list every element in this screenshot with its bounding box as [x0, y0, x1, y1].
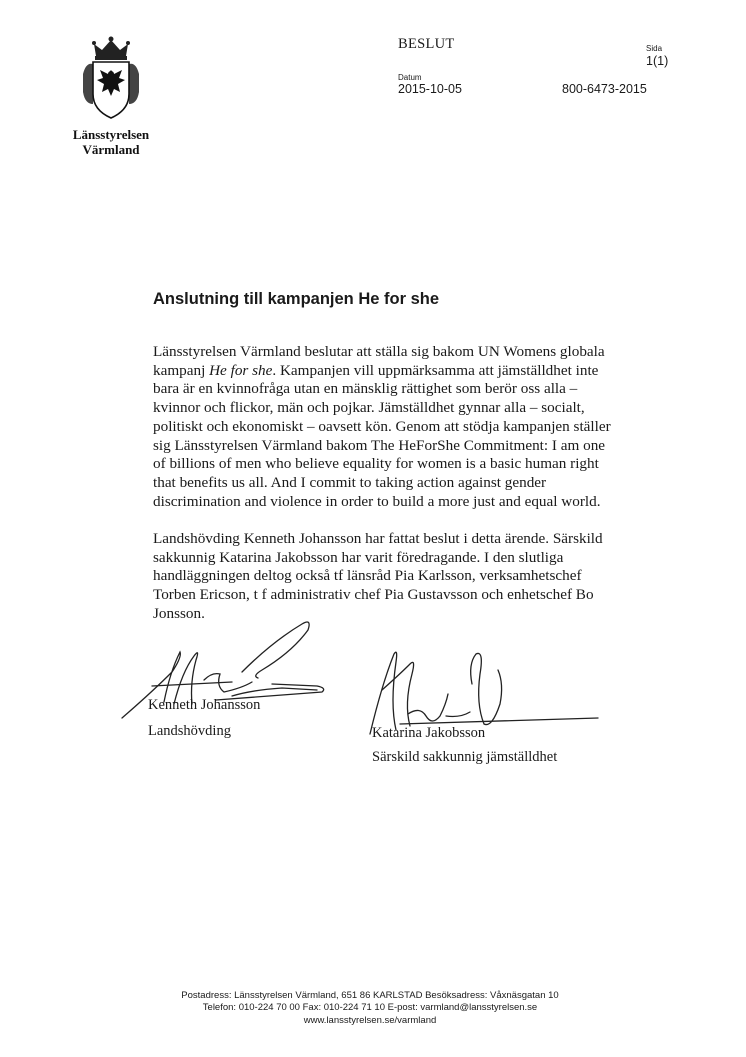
campaign-name: He for she: [209, 361, 273, 379]
page-number: 1(1): [646, 54, 669, 68]
paragraph-line: kvinnor och flickor, män och pojkar. Jämställdhet gynnar alla – socialt,: [153, 399, 585, 417]
paragraph-line: Torben Ericson, t f administrativ chef Pia Gustavsson och enhetschef Bo: [153, 586, 594, 604]
decision-paragraph: [153, 343, 613, 511]
paragraph-line: discrimination and violence in order to build a more just and equal world.: [153, 492, 601, 510]
footer-website: www.lansstyrelsen.se/varmland: [303, 1014, 437, 1026]
coat-of-arms-icon: [80, 34, 142, 124]
paragraph-line: politiskt och ekonomiskt – oavsett kön. Genom att stödja kampanjen ställer: [153, 417, 611, 435]
paragraph-line: sig Länsstyrelsen Värmland bakom The HeForShe Commitment: I am one: [153, 436, 606, 454]
date-label: Datum: [398, 73, 422, 82]
organization-logo: [66, 34, 156, 157]
paragraph-line: Landshövding Kenneth Johansson har fattat beslut i detta ärende. Särskild: [153, 530, 603, 547]
paragraph-text: kampanj: [153, 361, 210, 379]
signatory-name: Kenneth Johansson: [148, 697, 261, 713]
signatory-title: Landshövding: [148, 723, 231, 739]
paragraph-line: handläggningen deltog också tf länsråd Pia Karlsson, verksamhetschef: [153, 567, 582, 585]
footer-phone: Telefon: 010-224 70 00 Fax: 010-224 71 10 E-post: varmland@lansstyrelsen.se: [202, 1002, 538, 1014]
case-number: 800-6473-2015: [562, 82, 647, 96]
document-type: BESLUT: [398, 36, 455, 52]
paragraph-text: . Kampanjen vill uppmärksamma att jämställdhet inte: [272, 361, 599, 379]
paragraph-line: sakkunnig Katarina Jakobsson har varit föredragande. I den slutliga: [153, 548, 564, 566]
footer-contact: [120, 990, 620, 1027]
page-label: Sida: [646, 44, 663, 53]
paragraph-line: of billions of men who believe equality for women is a basic human right: [153, 455, 599, 473]
document-title: Anslutning till kampanjen He for she: [153, 290, 440, 308]
date-value: 2015-10-05: [398, 82, 462, 96]
signatory-name: Katarina Jakobsson: [372, 725, 486, 741]
paragraph-line: that benefits us all. And I commit to taking action against gender: [153, 473, 547, 491]
paragraph-line: bara är en kvinnofråga utan en mänsklig rättighet som berör oss alla –: [153, 380, 578, 398]
participants-paragraph: [153, 530, 613, 624]
paragraph-line: Jonsson.: [153, 604, 205, 622]
org-name-line2: Värmland: [82, 142, 140, 157]
footer-address: Postadress: Länsstyrelsen Värmland, 651 86 KARLSTAD Besöksadress: Våxnäsgatan 10: [181, 990, 559, 1001]
org-name-line1: Länsstyrelsen: [72, 127, 150, 142]
signatory-title: Särskild sakkunnig jämställdhet: [372, 749, 558, 765]
paragraph-line: [153, 362, 613, 381]
paragraph-line: Länsstyrelsen Värmland beslutar att ställa sig bakom UN Womens globala: [153, 343, 605, 360]
